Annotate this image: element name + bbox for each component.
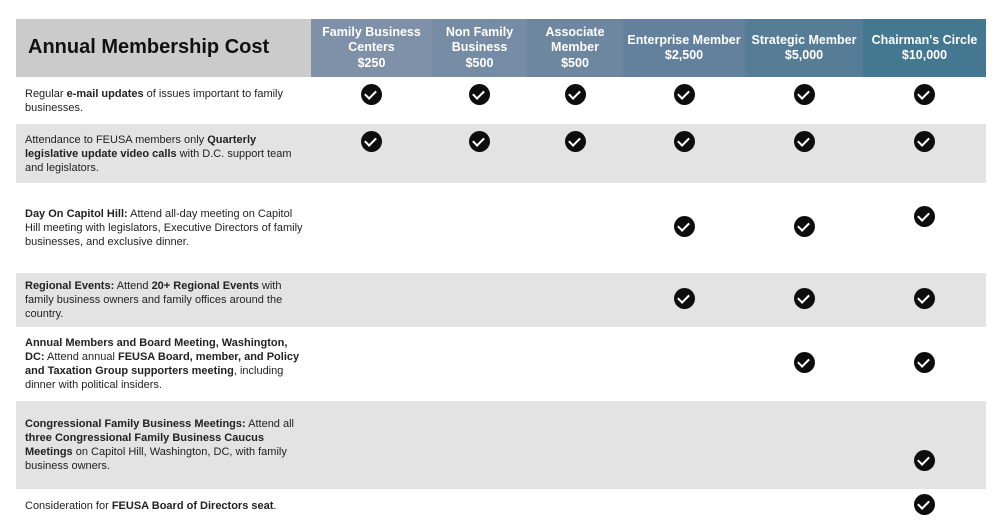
tier-header	[311, 19, 432, 77]
tier-price: $500	[465, 55, 494, 70]
check-circle-icon	[674, 288, 695, 309]
tier-cell	[863, 489, 986, 523]
tier-name: Associate Member	[545, 24, 605, 55]
tier-header	[527, 19, 623, 77]
tier-name: Strategic Member	[751, 32, 857, 47]
benefit-row	[16, 183, 986, 273]
benefit-rows	[16, 77, 986, 523]
check-circle-icon	[361, 84, 382, 105]
benefit-text-bold: Regional Events:	[25, 280, 115, 292]
check-circle-icon	[794, 216, 815, 237]
tier-cell	[432, 273, 527, 327]
check-circle-icon	[914, 494, 935, 515]
check-circle-icon	[914, 131, 935, 152]
check-circle-icon	[914, 288, 935, 309]
tier-cell	[745, 401, 863, 489]
tier-cell	[623, 77, 745, 124]
tier-cell	[863, 124, 986, 183]
tier-header	[432, 19, 527, 77]
tier-name: Chairman's Circle	[871, 32, 978, 47]
benefit-text: of issues important to family businesses.	[25, 87, 283, 114]
tier-price: $2,500	[664, 48, 704, 62]
tier-cell	[527, 124, 623, 183]
tier-cell	[745, 77, 863, 124]
check-circle-icon	[914, 206, 935, 227]
benefit-text-bold: Quarterly legislative update video calls	[25, 133, 257, 160]
benefit-row	[16, 77, 986, 124]
benefit-row	[16, 273, 986, 327]
check-circle-icon	[794, 288, 815, 309]
benefit-row	[16, 401, 986, 489]
tier-cell	[527, 183, 623, 273]
benefit-row	[16, 124, 986, 183]
benefit-text-bold: FEUSA Board, member, and Policy and Taxation Group supporters meeting	[25, 351, 300, 377]
tier-cell	[432, 183, 527, 273]
tier-header	[863, 19, 986, 77]
benefit-description	[16, 183, 311, 273]
benefit-text: Regular	[25, 87, 67, 100]
tier-price: $500	[561, 55, 589, 70]
tier-cell	[863, 183, 986, 273]
tier-cell	[527, 77, 623, 124]
tier-cell	[527, 273, 623, 327]
check-circle-icon	[794, 84, 815, 105]
benefit-row	[16, 489, 986, 523]
benefit-description	[16, 489, 311, 523]
benefit-description	[16, 273, 311, 327]
benefit-row	[16, 327, 986, 401]
tier-name: Non Family Business	[445, 24, 514, 55]
tier-price: $5,000	[784, 48, 824, 62]
benefit-text: Attend all	[245, 418, 294, 430]
benefit-text: on Capitol Hill, Washington, DC, with family business owners.	[25, 446, 287, 472]
tier-cell	[863, 77, 986, 124]
tier-name: Family Business Centers	[322, 24, 421, 55]
check-circle-icon	[914, 352, 935, 373]
benefit-description	[16, 77, 311, 124]
tier-cell	[623, 327, 745, 401]
tier-cell	[623, 124, 745, 183]
tier-cell	[745, 489, 863, 523]
benefit-text: with family business owners and family offices around the country.	[25, 280, 283, 320]
benefit-text: Attendance to FEUSA members only	[25, 133, 208, 146]
benefit-text: Consideration for	[25, 500, 112, 512]
tier-cell	[311, 124, 432, 183]
tier-cell	[311, 273, 432, 327]
benefit-text-bold: Day On Capitol Hill:	[25, 208, 128, 220]
tier-cell	[623, 273, 745, 327]
tier-name: Enterprise Member	[627, 32, 741, 47]
tier-cell	[527, 327, 623, 401]
check-circle-icon	[914, 450, 935, 471]
tier-header	[623, 19, 745, 77]
tier-cell	[745, 183, 863, 273]
benefit-text-bold: three Congressional Family Business Caucus Meetings	[25, 432, 265, 458]
benefit-text: Attend all-day meeting on Capitol Hill meeting with legislators, Executive Directors of family businesses, and exclusive dinner.	[25, 208, 303, 248]
check-circle-icon	[794, 131, 815, 152]
check-circle-icon	[674, 84, 695, 105]
tier-cell	[623, 183, 745, 273]
membership-table-container	[16, 19, 986, 523]
tier-cell	[745, 124, 863, 183]
tier-cell	[311, 77, 432, 124]
benefit-description	[16, 327, 311, 401]
tier-cell	[623, 489, 745, 523]
tier-cell	[527, 401, 623, 489]
membership-table	[16, 19, 986, 523]
tier-price: $10,000	[901, 48, 948, 62]
tier-cell	[311, 489, 432, 523]
tier-price: $250	[357, 55, 386, 70]
benefit-text-bold: FEUSA Board of Directors seat	[111, 500, 274, 512]
tier-cell	[863, 273, 986, 327]
benefit-text-bold: 20+ Regional Events	[151, 280, 259, 292]
header-row	[16, 19, 986, 77]
tier-cell	[623, 401, 745, 489]
check-circle-icon	[914, 84, 935, 105]
tier-cell	[311, 327, 432, 401]
tier-cell	[432, 124, 527, 183]
benefit-text: Attend	[114, 280, 152, 292]
table-title: Annual Membership Cost	[16, 19, 311, 77]
benefit-description	[16, 124, 311, 183]
benefit-text: .	[273, 500, 277, 512]
tier-cell	[311, 183, 432, 273]
benefit-text-bold: Annual Members and Board Meeting, Washington, DC:	[25, 337, 288, 363]
tier-cell	[432, 327, 527, 401]
tier-header	[745, 19, 863, 77]
check-circle-icon	[674, 131, 695, 152]
tier-cell	[745, 273, 863, 327]
benefit-text: Attend annual	[44, 351, 118, 363]
check-circle-icon	[794, 352, 815, 373]
benefit-description	[16, 401, 311, 489]
tier-cell	[863, 401, 986, 489]
check-circle-icon	[674, 216, 695, 237]
check-circle-icon	[565, 131, 586, 152]
check-circle-icon	[361, 131, 382, 152]
benefit-text-bold: e-mail updates	[66, 87, 144, 100]
tier-cell	[745, 327, 863, 401]
check-circle-icon	[469, 84, 490, 105]
tier-cell	[432, 489, 527, 523]
tier-cell	[863, 327, 986, 401]
benefit-text: with D.C. support team and legislators.	[25, 147, 292, 174]
tier-cell	[311, 401, 432, 489]
tier-cell	[432, 401, 527, 489]
check-circle-icon	[469, 131, 490, 152]
benefit-text-bold: Congressional Family Business Meetings:	[25, 418, 246, 430]
check-circle-icon	[565, 84, 586, 105]
benefit-text: , including dinner with political insiders.	[25, 365, 284, 391]
tier-cell	[527, 489, 623, 523]
tier-cell	[432, 77, 527, 124]
